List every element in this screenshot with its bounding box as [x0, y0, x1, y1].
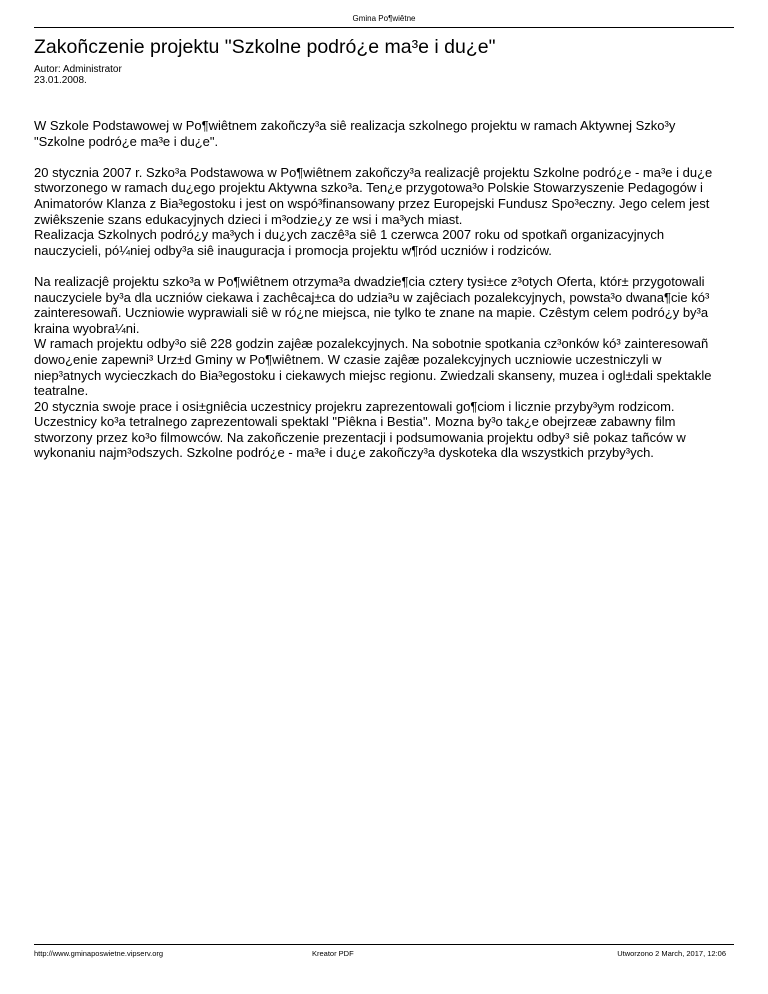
- text-line: niep³atnych wycieczkach do Bia³egostoku i ciekawych miejsc regionu. Zwiedzali skanseny, muzea i ogl±dali spektakle: [34, 367, 712, 383]
- text-line: stworzony przez ko³o filmowców. Na zakoñczenie prezentacji i podsumowania projektu odby³ siê pokaz tañców w: [34, 429, 686, 445]
- text-line: "Szkolne podró¿e ma³e i du¿e".: [34, 133, 219, 149]
- text-line: W Szkole Podstawowej w Po¶wiêtnem zakoñczy³a siê realizacja szkolnego projektu w ramach Aktywnej Szko³y: [34, 118, 676, 133]
- text-line: teatralne.: [34, 383, 89, 399]
- text-line: zainteresowañ. Uczniowie wyprawiali siê w ró¿ne miejsca, nie tylko te znane na mapie. Czêstym celem podró¿y by³a: [34, 305, 709, 321]
- text-line: 20 stycznia 2007 r. Szko³a Podstawowa w Po¶wiêtnem zakoñczy³a realizacjê projektu Szkolne podró¿e - ma³e i du¿e: [34, 164, 713, 180]
- text-line: dowo¿enie zapewni³ Urz±d Gminy w Po¶wiêtnem. W czasie zajêæ pozalekcyjnych uczniowie uczestniczyli w: [34, 351, 662, 367]
- text-line: Uczestnicy ko³a tetralnego zaprezentowali spektakl "Piêkna i Bestia". Mozna by³o tak¿e obejrzeæ zabawny film: [34, 414, 676, 430]
- text-line: kraina wyobra¼ni.: [34, 320, 140, 336]
- text-line: nauczycieli, pó¼niej odby³a siê inauguracja i promocja projektu w¶ród uczniów i rodziców.: [34, 242, 552, 258]
- paragraph-3: [34, 274, 734, 461]
- text-line: stworzonego w ramach du¿ego projektu Aktywna szko³a. Ten¿e przygotowa³o Polskie Stowarzyszenie Pedagogów i: [34, 180, 703, 196]
- article-body: [34, 118, 734, 477]
- footer-created: Utworzono 2 March, 2017, 12:06: [617, 949, 726, 958]
- text-line: Realizacja Szkolnych podró¿y ma³ych i du¿ych zaczê³a siê 1 czerwca 2007 roku od spotkañ organizacyjnych: [34, 227, 665, 243]
- text-line: Animatorów Klanza z Bia³egostoku i jest on wspó³finansowany przez Europejski Fundusz Spo³eczny. Jego celem jest: [34, 195, 710, 211]
- footer-url: http://www.gminaposwietne.vipserv.org: [34, 949, 164, 958]
- paragraph-2: [34, 165, 734, 259]
- author-line: Autor: Administrator: [34, 64, 122, 75]
- text-line: wykonaniu najm³odszych. Szkolne podró¿e - ma³e i du¿e zakoñczy³a dyskoteka dla wszystkich przyby³ych.: [34, 445, 654, 461]
- text-line: nauczyciele by³a dla uczniów ciekawa i zachêcaj±ca do udzia³u w zajêciach pozalekcyjnych, powsta³o dwana¶cie kó³: [34, 289, 710, 305]
- site-name-header: Gmina Po¶wiêtne: [352, 14, 416, 23]
- text-line: 20 stycznia swoje prace i osi±gniêcia uczestnicy projekru zaprezentowali go¶ciom i licznie przyby³ym rodzicom.: [34, 398, 675, 414]
- text-line: Na realizacjê projektu szko³a w Po¶wiêtnem otrzyma³a dwadzie¶cia cztery tysi±ce z³otych Oferta, któr± przygotowali: [34, 273, 705, 289]
- footer-divider: [34, 944, 734, 945]
- footer-generator: Kreator PDF: [312, 949, 354, 958]
- paragraph-1: [34, 118, 734, 149]
- article-title: Zakoñczenie projektu "Szkolne podró¿e ma³e i du¿e": [34, 36, 496, 58]
- text-line: W ramach projektu odby³o siê 228 godzin zajêæ pozalekcyjnych. Na sobotnie spotkania cz³onków kó³ zainteresowañ: [34, 336, 709, 352]
- article-meta: [34, 64, 122, 86]
- publish-date: 23.01.2008.: [34, 75, 87, 86]
- header-divider: [34, 27, 734, 28]
- text-line: zwiêkszenie szans edukacyjnych dzieci i m³odzie¿y ze wsi i ma³ych miast.: [34, 211, 463, 227]
